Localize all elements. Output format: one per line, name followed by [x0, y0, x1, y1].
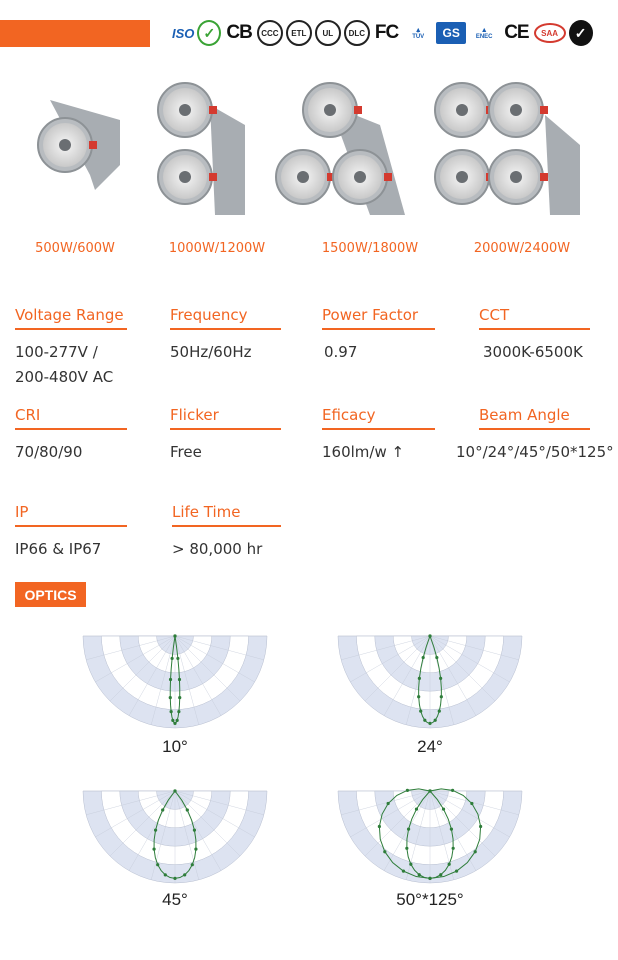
ccc-cert-icon: CCC	[257, 20, 283, 46]
eco-cert-icon: ✓	[197, 20, 221, 46]
beam-point	[405, 847, 408, 850]
beam-point	[428, 634, 431, 637]
beam-point	[442, 808, 445, 811]
beam-point	[438, 710, 441, 713]
header-accent-bar	[0, 20, 150, 47]
spec-title: CRI	[15, 406, 127, 430]
spec-title: CCT	[479, 306, 590, 330]
beam-point	[173, 722, 176, 725]
polar-label-45: 45°	[162, 890, 188, 909]
etl-cert-icon: ETL	[286, 20, 312, 46]
beam-point	[186, 808, 189, 811]
beam-point	[428, 722, 431, 725]
polar-label-10: 10°	[162, 737, 188, 756]
beam-point	[194, 848, 197, 851]
spec-efficacy	[322, 406, 435, 465]
beam-point	[173, 634, 176, 637]
spec-value: 70/80/90	[15, 443, 83, 461]
spec-frequency	[170, 306, 281, 365]
spec-title: Beam Angle	[479, 406, 590, 430]
cb-cert-icon: CB	[226, 22, 252, 43]
dlc-cert-icon: DLC	[344, 20, 370, 46]
beam-point	[439, 873, 442, 876]
beam-point	[452, 847, 455, 850]
beam-point	[178, 678, 181, 681]
beam-point	[417, 695, 420, 698]
beam-point	[418, 873, 421, 876]
spec-title: Power Factor	[322, 306, 435, 330]
beam-point	[418, 677, 421, 680]
certification-logos	[172, 18, 593, 48]
spec-cri	[15, 406, 127, 465]
beam-point	[176, 719, 179, 722]
spec-title: Flicker	[170, 406, 281, 430]
spec-value-line2: 200-480V AC	[15, 368, 114, 386]
product-label-500w: 500W/600W	[35, 241, 115, 256]
beam-point	[191, 863, 194, 866]
beam-point	[435, 656, 438, 659]
beam-point	[387, 802, 390, 805]
polar-label-50x125: 50°*125°	[396, 890, 464, 909]
beam-point	[451, 789, 454, 792]
enec-cert-icon: ▲ ENEC	[475, 26, 493, 40]
spec-life-time	[172, 503, 281, 562]
beam-point	[152, 848, 155, 851]
beam-point	[470, 802, 473, 805]
optics-section-tag: OPTICS	[15, 582, 86, 607]
beam-point	[448, 863, 451, 866]
beam-point	[415, 808, 418, 811]
product-label-2000w: 2000W/2400W	[473, 241, 571, 256]
spec-value-line1: 100-277V /	[15, 343, 98, 361]
product-label-1500w: 1500W/1800W	[321, 241, 419, 256]
beam-point	[169, 696, 172, 699]
spec-beam-angle	[456, 406, 614, 465]
beam-point	[173, 877, 176, 880]
beam-point	[407, 827, 410, 830]
spec-value: 160lm/w ↑	[322, 443, 405, 461]
spec-cct	[479, 306, 590, 365]
beam-point	[156, 863, 159, 866]
product-500w-image	[38, 100, 120, 190]
product-1500w-image	[276, 83, 405, 215]
spec-ip	[15, 503, 127, 562]
spec-title: Voltage Range	[15, 306, 127, 330]
beam-point	[419, 710, 422, 713]
ce-cert-icon: CE	[504, 22, 529, 43]
beam-point	[428, 789, 431, 792]
spec-voltage-range	[15, 306, 127, 390]
spec-value: 0.97	[324, 343, 358, 361]
beam-point	[450, 827, 453, 830]
fc-cert-icon: FC	[374, 22, 399, 43]
spec-title: Frequency	[170, 306, 281, 330]
product-2000w-image	[435, 83, 580, 215]
beam-point	[193, 829, 196, 832]
beam-point	[409, 863, 412, 866]
beam-point	[154, 829, 157, 832]
beam-point	[406, 789, 409, 792]
beam-point	[173, 789, 176, 792]
beam-point	[474, 850, 477, 853]
beam-point	[171, 657, 174, 660]
beam-point	[178, 696, 181, 699]
check-cert-icon: ✓	[569, 20, 593, 46]
product-label-1000w: 1000W/1200W	[168, 241, 266, 256]
beam-point	[183, 873, 186, 876]
beam-point	[440, 695, 443, 698]
spec-flicker	[170, 406, 281, 465]
beam-point	[439, 677, 442, 680]
spec-title: Life Time	[172, 503, 281, 527]
iso-cert-icon: ISO	[172, 25, 195, 41]
spec-power-factor	[322, 306, 435, 365]
spec-value: IP66 & IP67	[15, 540, 102, 558]
beam-point	[169, 678, 172, 681]
spec-value: 50Hz/60Hz	[170, 343, 252, 361]
spec-value	[15, 340, 127, 390]
spec-value: > 80,000 hr	[172, 540, 263, 558]
spec-value: Free	[170, 443, 202, 461]
saa-cert-icon: SAA	[534, 23, 566, 43]
beam-point	[170, 710, 173, 713]
beam-point	[423, 719, 426, 722]
gs-cert-icon: GS	[436, 22, 466, 44]
beam-point	[177, 710, 180, 713]
product-images	[0, 65, 618, 230]
beam-point	[383, 850, 386, 853]
beam-point	[434, 719, 437, 722]
ul-cert-icon: UL	[315, 20, 341, 46]
beam-point	[455, 870, 458, 873]
polar-label-24: 24°	[417, 737, 443, 756]
beam-point	[171, 719, 174, 722]
spec-title: IP	[15, 503, 127, 527]
beam-point	[161, 808, 164, 811]
product-1000w-image	[158, 83, 245, 215]
spec-value: 10°/24°/45°/50*125°	[456, 443, 614, 461]
beam-point	[164, 873, 167, 876]
beam-point	[378, 825, 381, 828]
beam-point	[479, 825, 482, 828]
spec-title: Eficacy	[322, 406, 435, 430]
spec-value: 3000K-6500K	[483, 343, 583, 361]
beam-point	[402, 870, 405, 873]
tuv-cert-icon: ▲ TÜV	[412, 26, 425, 40]
beam-point	[176, 657, 179, 660]
beam-point	[428, 877, 431, 880]
beam-point	[422, 656, 425, 659]
